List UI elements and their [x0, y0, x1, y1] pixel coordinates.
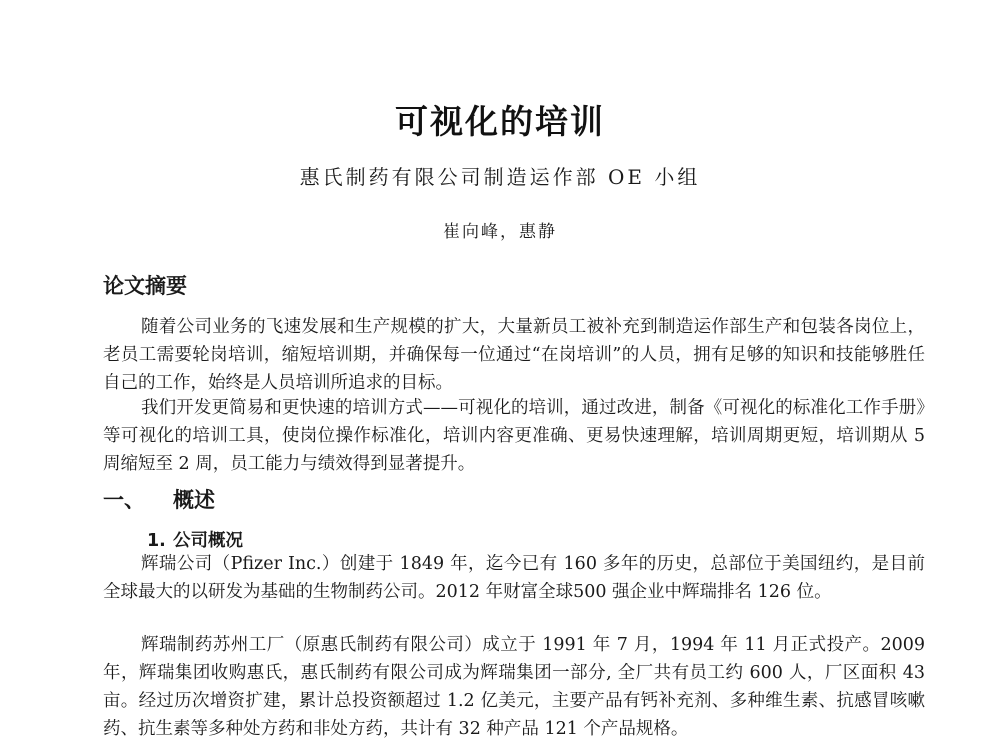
company-paragraph-1: 辉瑞公司（Pfizer Inc.）创建于 1849 年，迄今已有 160 多年的历史，总部位于美国纽约，是目前全球最大的以研发为基础的生物制药公司。2012 年财富全球500 强企业中辉瑞排名 126 位。	[103, 554, 925, 602]
subsection-title: 公司概况	[173, 531, 243, 551]
page-title: 可视化的培训	[395, 102, 605, 141]
abstract-heading: 论文摘要	[103, 274, 187, 298]
section-title: 概述	[173, 488, 215, 512]
company-paragraph-2: 辉瑞制药苏州工厂（原惠氏制药有限公司）成立于 1991 年 7 月，1994 年 11 月正式投产。2009 年，辉瑞集团收购惠氏，惠氏制药有限公司成为辉瑞集团一部分, 全厂共有员工约 600 人，厂区面积 43 亩。经过历次增资扩建，累计总投资额超过 1.2 亿美元，主要产品有钙补充剂、多种维生素、抗感冒咳嗽药、抗生素等多种处方药和非处方药，共计有 32 种产品 121 个产品规格。	[103, 635, 925, 739]
authors: 崔向峰，惠静	[443, 222, 557, 242]
section-number: 一、	[103, 488, 145, 512]
subsection-number: 1.	[147, 531, 166, 551]
subsection-heading	[147, 527, 243, 552]
section-heading	[103, 484, 215, 514]
abstract-paragraph-1: 随着公司业务的飞速发展和生产规模的扩大，大量新员工被补充到制造运作部生产和包装各岗位上，老员工需要轮岗培训，缩短培训期，并确保每一位通过“在岗培训”的人员，拥有足够的知识和技能够胜任自己的工作，始终是人员培训所追求的目标。	[103, 317, 925, 393]
page-subtitle: 惠氏制药有限公司制造运作部 OE 小组	[299, 165, 701, 189]
abstract-paragraph-2: 我们开发更简易和更快速的培训方式——可视化的培训，通过改进，制备《可视化的标准化工作手册》等可视化的培训工具，使岗位操作标准化，培训内容更准确、更易快速理解，培训周期更短，培训期从 5 周缩短至 2 周，员工能力与绩效得到显著提升。	[103, 398, 925, 474]
